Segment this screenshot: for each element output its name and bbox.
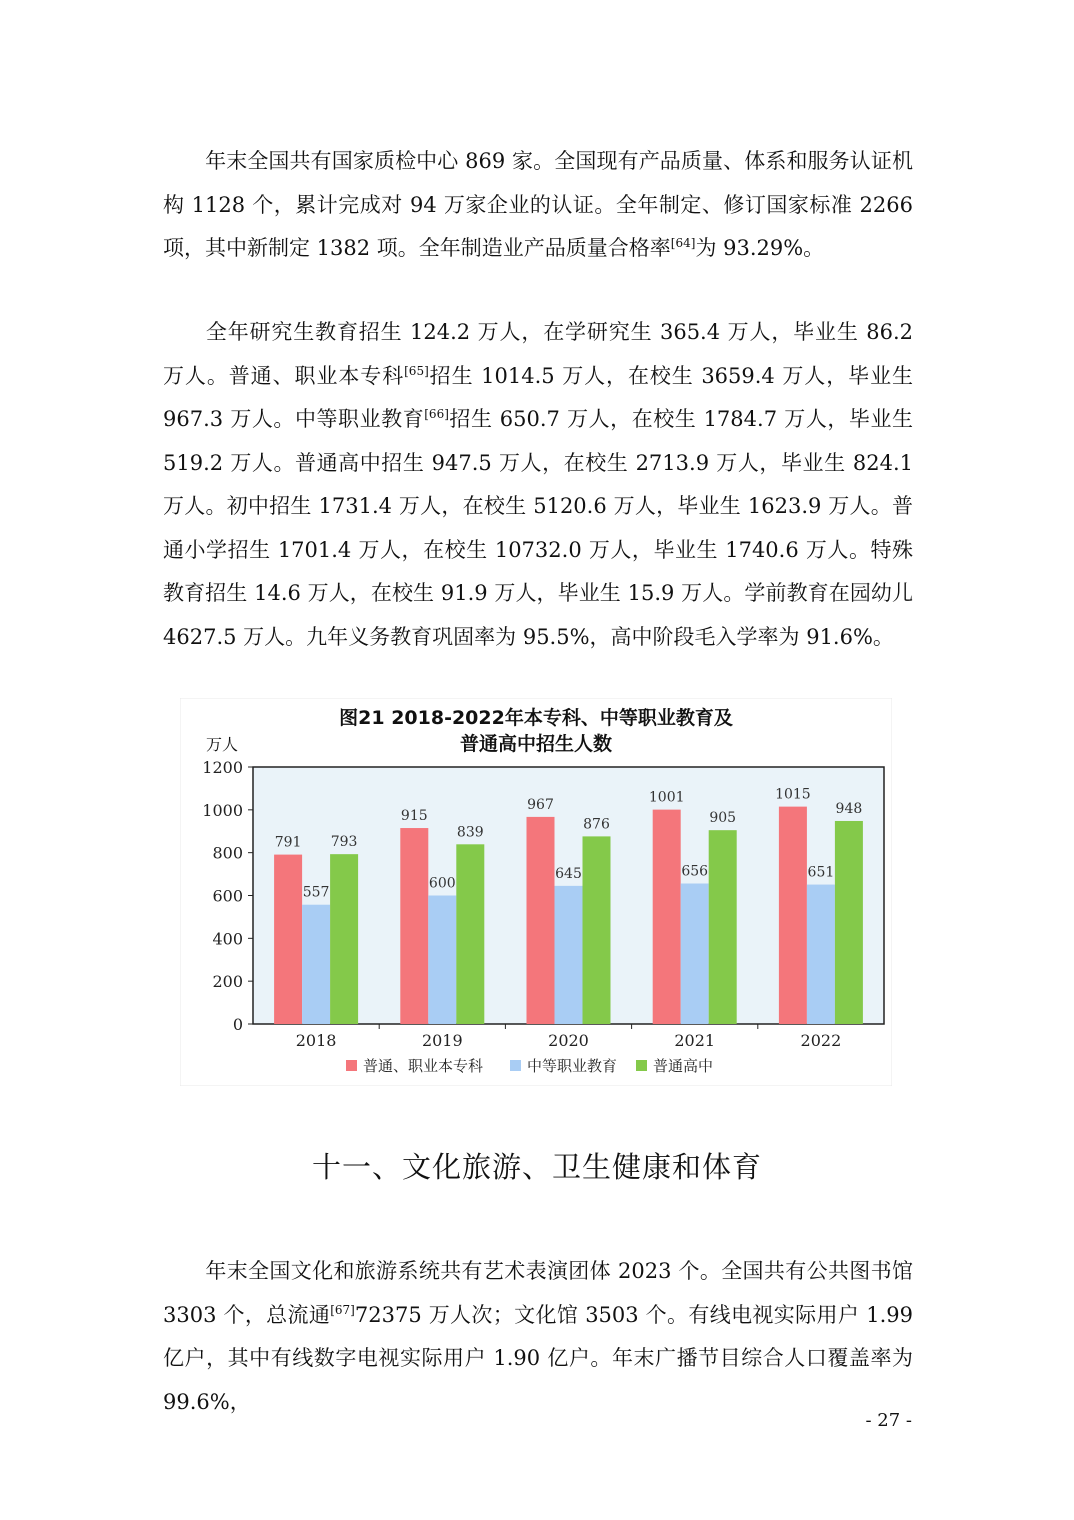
- bar-value-label: 876: [583, 816, 610, 833]
- bar: [555, 886, 583, 1024]
- bar-value-label: 651: [807, 864, 835, 881]
- enrollment-chart: [180, 698, 892, 1086]
- bar-value-label: 1015: [775, 786, 811, 803]
- para-text: 72375 万人次；文化馆 3503 个。有线电视实际用户 1.99 亿户，其中有线数字电视实际用户 1.90 亿户。年末广播节目综合人口覆盖率为 99.6%，: [163, 1302, 913, 1414]
- x-tick-label: 2019: [421, 1031, 463, 1050]
- bar: [779, 807, 807, 1024]
- y-tick-label: 1000: [202, 800, 243, 820]
- bar: [709, 830, 737, 1024]
- x-tick-label: 2020: [548, 1031, 589, 1050]
- bar: [302, 905, 330, 1024]
- para-text: 年末全国文化和旅游系统共有艺术表演团体 2023 个。全国共有公共图书馆 3303 个，总流通: [163, 1259, 913, 1327]
- chart-svg: [180, 698, 892, 1086]
- y-axis-unit-label: 万人: [206, 735, 239, 754]
- bar-value-label: 600: [428, 875, 456, 892]
- para-text: 年末全国共有国家质检中心 869 家。全国现有产品质量、体系和服务认证机构 1128 个，累计完成对 94 万家企业的认证。全年制定、修订国家标准 2266 项，其中新制定 1382 项。全年制造业产品质量合格率: [163, 149, 913, 260]
- footnote-ref[interactable]: [66]: [424, 407, 449, 421]
- legend-label: 普通高中: [653, 1057, 714, 1075]
- legend-swatch: [346, 1060, 357, 1071]
- bar: [400, 828, 428, 1024]
- bar-value-label: 948: [835, 800, 863, 817]
- bar-value-label: 656: [681, 863, 709, 880]
- bar: [274, 855, 302, 1024]
- section-heading: 十一、文化旅游、卫生健康和体育: [311, 1150, 762, 1184]
- bar: [527, 817, 555, 1024]
- bar: [653, 810, 681, 1024]
- para-text: 招生 650.7 万人，在校生 1784.7 万人，毕业生 519.2 万人。普通高中招生 947.5 万人，在校生 2713.9 万人，毕业生 824.1 万人。初中招生 1731.4 万人，在校生 5120.6 万人，毕业生 1623.9 万人。普通小学招生 1701.4 万人，在校生 10732.0 万人，毕业生 1740.6 万人。特殊教育招生 14.6 万人，在校生 91.9 万人，毕业生 15.9 万人。学前教育在园幼儿 4627.5 万人。九年义务教育巩固率为 95.5%，高中阶段毛入学率为 91.6%。: [163, 407, 913, 649]
- x-tick-label: 2022: [800, 1031, 842, 1050]
- legend-label: 中等职业教育: [527, 1057, 618, 1075]
- chart-title-line1: 图21 2018-2022年本专科、中等职业教育及: [339, 707, 733, 729]
- paragraph-education: [163, 311, 913, 659]
- bar-value-label: 557: [302, 884, 330, 901]
- footnote-ref[interactable]: [67]: [330, 1302, 355, 1317]
- y-tick-label: 1200: [202, 758, 243, 777]
- legend-swatch: [510, 1060, 521, 1071]
- paragraph-quality: [163, 140, 913, 271]
- para-text: 全年研究生教育招生 124.2 万人，在学研究生 365.4 万人，毕业生 86.2 万人。普通、职业本专科: [163, 320, 913, 388]
- bar-value-label: 793: [330, 834, 358, 851]
- y-tick-label: 400: [212, 929, 243, 949]
- bar-value-label: 915: [400, 808, 428, 825]
- bar: [835, 821, 863, 1024]
- y-tick-label: 800: [212, 843, 243, 863]
- para-text: 为 93.29%。: [695, 236, 825, 260]
- x-tick-label: 2021: [674, 1031, 716, 1050]
- bar-value-label: 645: [555, 865, 582, 882]
- bar: [681, 884, 709, 1024]
- bar-value-label: 791: [274, 834, 302, 851]
- x-tick-label: 2018: [295, 1031, 337, 1050]
- y-tick-label: 0: [232, 1015, 243, 1034]
- page-number: - 27 -: [865, 1410, 912, 1431]
- legend-label: 普通、职业本专科: [363, 1057, 484, 1075]
- footnote-ref[interactable]: [65]: [404, 363, 429, 378]
- bar-value-label: 905: [709, 810, 737, 827]
- legend-swatch: [636, 1060, 647, 1071]
- bar-value-label: 1001: [648, 789, 685, 806]
- paragraph-culture: [163, 1250, 913, 1424]
- bar: [456, 844, 484, 1024]
- y-tick-label: 200: [212, 972, 243, 992]
- bar: [807, 885, 835, 1024]
- bar-value-label: 839: [456, 824, 484, 841]
- bar: [428, 896, 456, 1025]
- legend: [346, 1057, 713, 1075]
- bar-value-label: 967: [527, 796, 554, 813]
- footnote-ref[interactable]: [64]: [670, 236, 696, 250]
- y-tick-label: 600: [212, 886, 243, 906]
- bar: [330, 854, 358, 1024]
- para-text: 招生 1014.5 万人，在校生 3659.4 万人，毕业生 967.3 万人。中等职业教育: [163, 363, 913, 431]
- chart-title-line2: 普通高中招生人数: [459, 733, 613, 755]
- bar: [583, 836, 611, 1024]
